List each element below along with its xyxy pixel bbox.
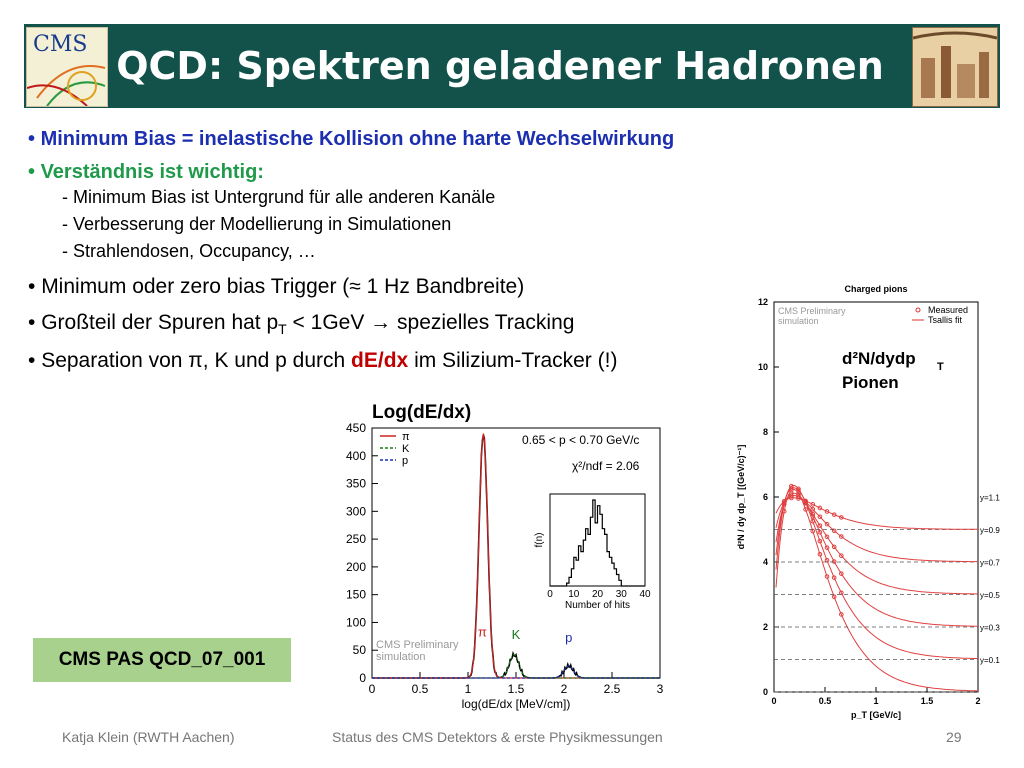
bullet-tracks: • Großteil der Spuren hat $p_T < 1GeV$ → spezielles Tracking [28,311,575,338]
overlay-label: Pionen [842,373,899,392]
y-tick-label: 250 [345,532,366,547]
y-tick-label: 4 [762,557,768,567]
bullet-separation: • Separation von π, K und p durch dE/dx im Silizium-Tracker (!) [28,349,618,373]
rapidity-label: y=0.3 [980,623,1000,633]
x-tick-label: 0 [771,696,777,706]
bullet-text: Minimum oder zero bias Trigger (≈ 1 Hz Bandbreite) [41,275,525,298]
y-tick-label: 200 [345,559,366,574]
reference-badge: CMS PAS QCD_07_001 [33,638,291,682]
x-tick-label: 1.5 [920,696,934,706]
legend-label: p [402,455,409,467]
inset-x-tick-label: 0 [547,589,553,600]
peak-label: p [565,629,573,645]
x-tick-label: 2.5 [603,682,621,696]
city-artwork [912,27,998,107]
x-tick-label: 0.5 [818,696,832,706]
momentum-range: 0.65 < p < 0.70 GeV/c [522,433,640,447]
legend-marker [916,308,920,312]
x-tick-label: 1 [873,696,879,706]
footer-author: Katja Klein (RWTH Aachen) [62,729,235,745]
legend-label: π [402,431,410,443]
logo-tracks [27,28,107,106]
y-tick-label: 350 [345,476,366,491]
sub-bullet: - Verbesserung der Modellierung in Simulationen [62,214,452,234]
y-tick-label: 50 [352,643,366,658]
logo-text: CMS [33,32,88,57]
bullet-trigger: • Minimum oder zero bias Trigger (≈ 1 Hz Bandbreite) [28,275,525,298]
y-tick-label: 450 [345,421,366,435]
y-tick-label: 8 [762,427,768,437]
peak-label: K [511,627,521,643]
tsallis-fit-curve [776,493,978,594]
dedx-heading: Log(dE/dx) [372,402,472,423]
y-axis-label: d²N / dy dp_T [(GeV/c)⁻¹] [736,444,746,550]
subscript-t: T [278,321,287,338]
x-tick-label: 2 [975,696,981,706]
y-tick-label: 0 [359,671,366,685]
tsallis-fit-curve [776,489,978,691]
inset-x-tick-label: 10 [568,589,580,600]
city-artwork-drawing [913,28,997,106]
inset-x-tick-label: 20 [591,589,604,600]
y-tick-label: 12 [757,297,768,307]
legend-label: Measured [928,305,969,315]
watermark: CMS Preliminary [778,306,846,316]
bullet-text: Großteil der Spuren hat p [41,311,279,334]
overlay-label: d²N/dydp [842,349,916,368]
x-axis-label: log(dE/dx [MeV/cm]) [461,697,571,711]
x-tick-label: 1.5 [507,682,525,696]
rapidity-label: y=0.1 [980,655,1000,665]
bullet-text: Verständnis ist wichtig: [40,161,264,183]
y-tick-label: 300 [345,504,366,519]
inset-x-tick-label: 40 [639,589,651,600]
bullet-minimum-bias: • Minimum Bias = inelastische Kollision ohne harte Wechselwirkung [28,128,675,150]
watermark: simulation [778,316,819,326]
bullet-text: Separation von π, K und p durch [41,349,352,373]
slide-number: 29 [946,729,962,745]
y-tick-label: 0 [762,687,768,697]
chart-title: Charged pions [844,284,908,294]
rapidity-label: y=1.1 [980,493,1000,503]
watermark: simulation [376,651,426,663]
y-tick-label: 100 [345,615,366,630]
x-tick-label: 0 [368,682,376,696]
inset-x-label: Number of hits [564,600,631,611]
sub-bullet: - Strahlendosen, Occupancy, … [62,241,316,261]
chi2-label: χ²/ndf = 2.06 [572,459,640,473]
watermark: CMS Preliminary [376,639,459,651]
rapidity-label: y=0.7 [980,558,1000,568]
bullet-understanding: • Verständnis ist wichtig: [28,161,264,183]
legend-label: K [402,443,410,455]
dedx-highlight: dE/dx [351,349,409,373]
y-tick-label: 2 [762,622,768,632]
peak-label: π [477,624,487,640]
tsallis-fit-curve [776,488,978,627]
y-tick-label: 400 [345,448,366,463]
rapidity-label: y=0.5 [980,590,1000,600]
slide-title: QCD: Spektren geladener Hadronen [116,44,884,88]
sub-bullet: - Minimum Bias ist Untergrund für alle anderen Kanäle [62,187,496,207]
footer-talk-title: Status des CMS Detektors & erste Physikmessungen [332,729,663,745]
x-tick-label: 3 [656,682,664,696]
x-tick-label: 2 [560,682,568,696]
y-tick-label: 10 [757,362,768,372]
x-tick-label: 0.5 [411,682,429,696]
x-tick-label: 1 [464,682,472,696]
inset-x-tick-label: 30 [615,589,627,600]
pion-spectra-chart [730,280,1010,720]
bullet-text: Minimum Bias = inelastische Kollision ohne harte Wechselwirkung [40,128,675,150]
bullet-text: < 1GeV → spezielles Tracking [286,311,575,334]
rapidity-label: y=0.9 [980,525,1000,535]
inset-y-label: f(n) [534,532,545,548]
y-tick-label: 150 [345,587,366,602]
y-tick-label: 6 [762,492,768,502]
cms-logo [26,27,108,107]
legend-label: Tsallis fit [928,315,963,325]
x-axis-label: p_T [GeV/c] [850,710,902,720]
overlay-label-subscript: T [937,361,944,373]
dedx-chart [332,396,692,726]
bullet-text: im Silizium-Tracker (!) [408,349,618,373]
